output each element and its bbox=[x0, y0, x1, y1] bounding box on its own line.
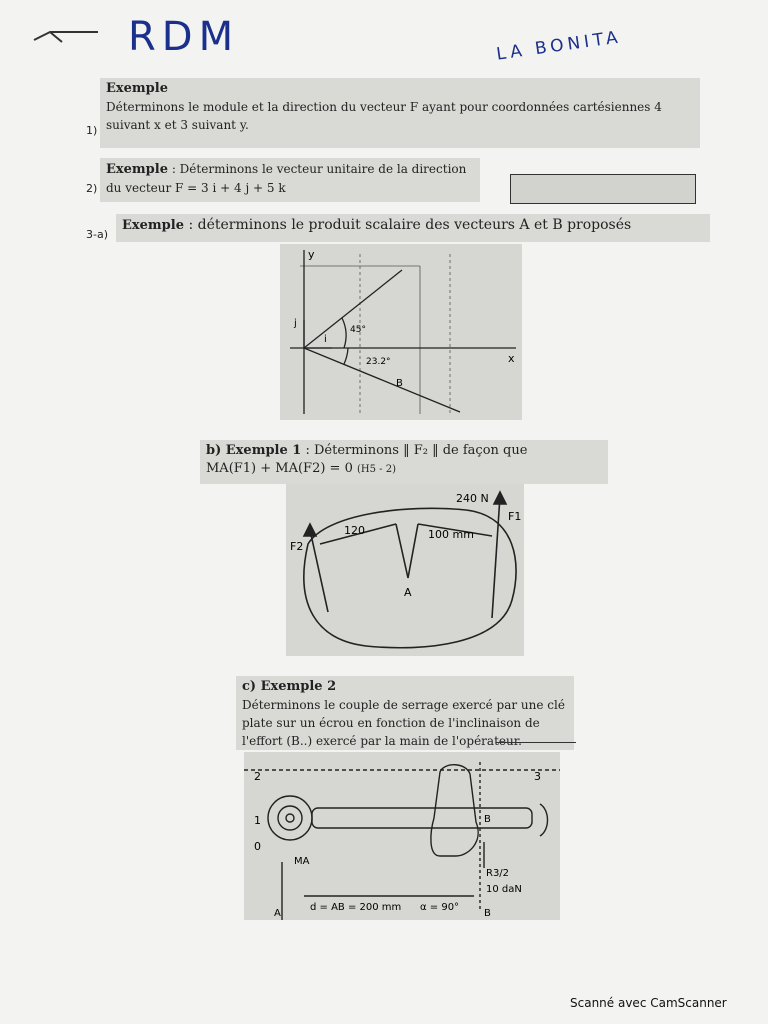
hand-shape bbox=[431, 765, 478, 856]
handwritten-title: RDM bbox=[128, 14, 240, 60]
dim-right-label: 100 mm bbox=[428, 528, 474, 541]
mark-1: 1 bbox=[254, 814, 261, 827]
plate-outline bbox=[304, 508, 516, 647]
force-f1-line bbox=[492, 496, 500, 618]
example-b-block bbox=[200, 440, 608, 484]
ex1-number: 1) bbox=[86, 124, 98, 137]
angle-arc-1 bbox=[342, 318, 346, 348]
handwritten-name: LA BONITA bbox=[495, 27, 623, 65]
y-label: y bbox=[308, 248, 315, 261]
exb-label: b) Exemple 1 bbox=[206, 443, 302, 458]
a-point-label: A bbox=[274, 908, 281, 919]
wrench-handle bbox=[312, 808, 532, 828]
exb-equation: MA(F1) + MA(F2) = 0 bbox=[206, 461, 353, 476]
answer-box bbox=[510, 174, 696, 204]
force-label: R3/2 bbox=[486, 868, 510, 879]
i-label: i bbox=[324, 334, 327, 345]
dimension-label: d = AB = 200 mm bbox=[310, 902, 402, 913]
exc-label: c) Exemple 2 bbox=[242, 679, 337, 694]
mark-2: 2 bbox=[254, 770, 261, 783]
example-3-block bbox=[116, 214, 710, 242]
vector-a bbox=[304, 270, 402, 348]
exb-text: : Déterminons ‖ F₂ ‖ de façon que bbox=[305, 443, 528, 458]
example-c-block bbox=[236, 676, 574, 750]
ex2-number: 2) bbox=[86, 182, 98, 195]
ex3-text: : déterminons le produit scalaire des vecteurs A et B proposés bbox=[188, 217, 632, 233]
x-label: x bbox=[508, 352, 515, 365]
exc-text: Déterminons le couple de serrage exercé par une clé plate sur un écrou en fonction de l'inclinaison de l'effort (B..) exercé par la main de l'opérateur. bbox=[242, 698, 565, 748]
ex3-number: 3-a) bbox=[86, 228, 108, 241]
b-point-label: B bbox=[484, 814, 491, 825]
f1-arrowhead bbox=[494, 492, 506, 504]
example-1-block bbox=[100, 78, 700, 148]
mark-3: 3 bbox=[534, 770, 541, 783]
nut-ring bbox=[278, 806, 302, 830]
ma-label: MA bbox=[294, 856, 310, 867]
j-label: j bbox=[294, 318, 297, 329]
plate-figure bbox=[286, 484, 524, 656]
point-a-marker bbox=[396, 524, 418, 578]
ex1-text: Déterminons le module et la direction du vecteur F ayant pour coordonnées cartésiennes 4 suivant x et 3 suivant y. bbox=[106, 100, 662, 132]
wrench-head-outer bbox=[268, 796, 312, 840]
corner-mark bbox=[32, 10, 102, 50]
force-value: 10 daN bbox=[486, 884, 522, 895]
exb-ref: (H5 - 2) bbox=[357, 464, 396, 475]
f2-arrowhead bbox=[304, 524, 316, 536]
ex2-text: : Déterminons le vecteur unitaire de la direction du vecteur F = 3 i + 4 j + 5 k bbox=[106, 162, 467, 195]
answer-line bbox=[496, 742, 576, 743]
angle-arc-2 bbox=[344, 348, 348, 364]
ex1-heading: Exemple bbox=[106, 81, 168, 96]
force-value-label: 240 N bbox=[456, 492, 489, 505]
f1-label: F1 bbox=[508, 510, 522, 523]
example-2-block bbox=[100, 158, 480, 202]
vector-figure bbox=[280, 244, 522, 420]
angle-label: α = 90° bbox=[420, 902, 460, 913]
f2-label: F2 bbox=[290, 540, 304, 553]
b-label: B bbox=[396, 378, 403, 389]
mark-0: 0 bbox=[254, 840, 261, 853]
nut-center bbox=[286, 814, 294, 822]
ex3-heading: Exemple bbox=[122, 218, 184, 233]
angle-45-label: 45° bbox=[350, 325, 366, 335]
scanner-footer: Scanné avec CamScanner bbox=[570, 996, 727, 1010]
rotation-arc bbox=[540, 804, 548, 836]
b-bottom-label: B bbox=[484, 908, 491, 919]
point-a-label: A bbox=[404, 586, 412, 599]
angle-23-label: 23.2° bbox=[366, 357, 391, 367]
ex2-heading: Exemple bbox=[106, 162, 168, 177]
dim-left-label: 120 bbox=[344, 524, 365, 537]
wrench-figure bbox=[244, 752, 560, 920]
